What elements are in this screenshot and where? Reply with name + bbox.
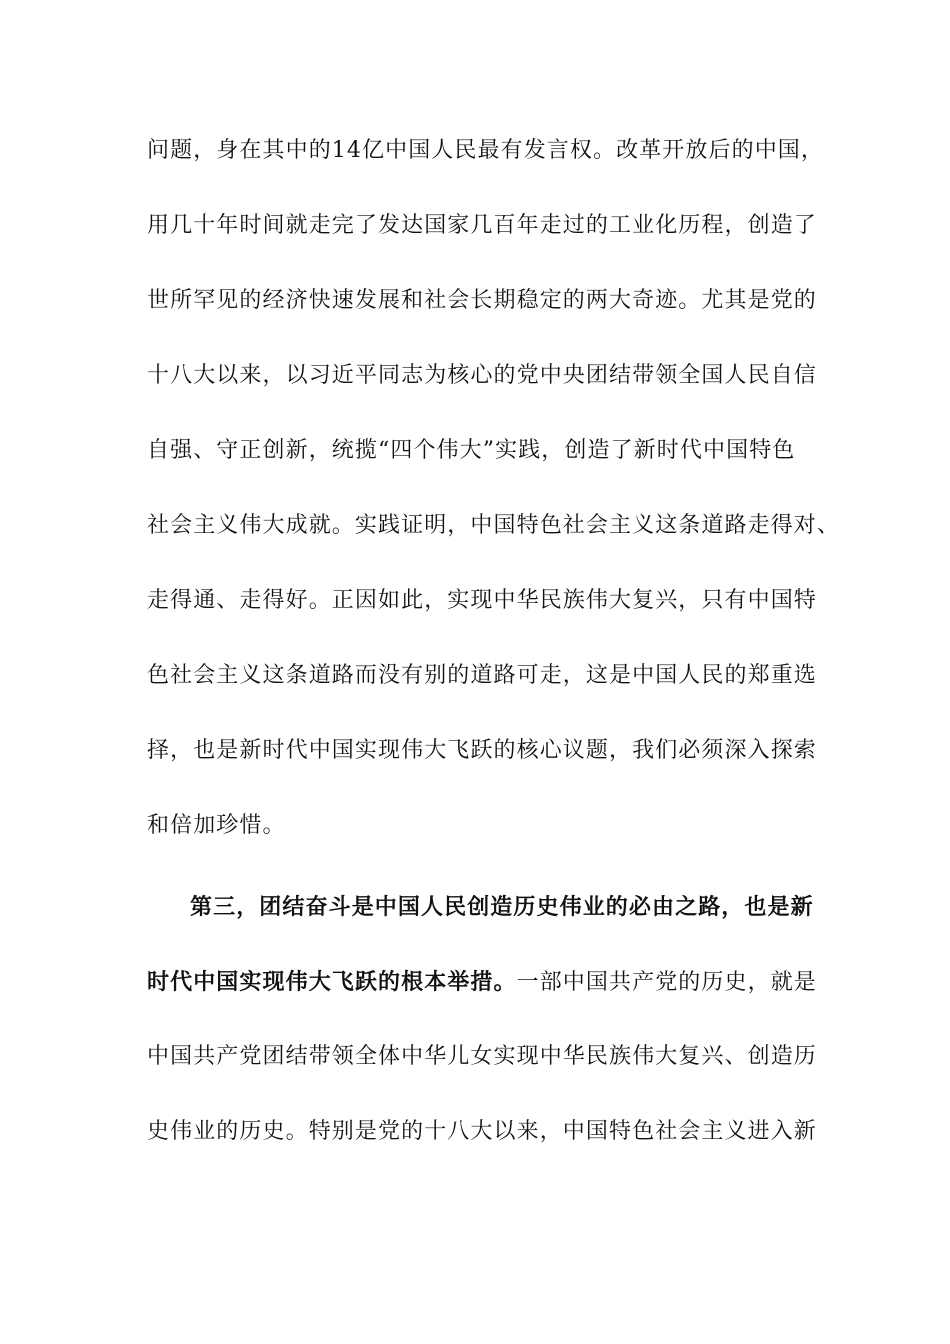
paragraph-line: 社会主义伟大成就。实践证明，中国特色社会主义这条道路走得对、 [147,513,841,538]
paragraph-line: 史伟业的历史。特别是党的十八大以来，中国特色社会主义进入新 [147,1119,817,1144]
paragraph-line: 走得通、走得好。正因如此，实现中华民族伟大复兴，只有中国特 [147,588,817,613]
paragraph-line: 和倍加珍惜。 [147,813,286,838]
section-heading-text: 时代中国实现伟大飞跃的根本举措。 [147,969,517,995]
paragraph-text: 一部中国共产党的历史，就是 [516,970,817,995]
paragraph-line: 世所罕见的经济快速发展和社会长期稳定的两大奇迹。尤其是党的 [147,288,817,313]
paragraph-line: 用几十年时间就走完了发达国家几百年走过的工业化历程，创造了 [147,213,817,238]
paragraph-line: 十八大以来，以习近平同志为核心的党中央团结带领全国人民自信 [147,363,817,388]
paragraph-line: 问题，身在其中的14亿中国人民最有发言权。改革开放后的中国， [147,138,824,163]
paragraph-line: 色社会主义这条道路而没有别的道路可走，这是中国人民的郑重选 [147,663,817,688]
paragraph-line: 中国共产党团结带领全体中华儿女实现中华民族伟大复兴、创造历 [147,1044,817,1069]
paragraph-line: 自强、守正创新，统揽“四个伟大”实践，创造了新时代中国特色 [147,438,796,463]
section-heading-line: 第三，团结奋斗是中国人民创造历史伟业的必由之路，也是新 [190,894,814,920]
section-heading-line [147,962,817,1002]
paragraph-line: 择，也是新时代中国实现伟大飞跃的核心议题，我们必须深入探索 [147,738,817,763]
